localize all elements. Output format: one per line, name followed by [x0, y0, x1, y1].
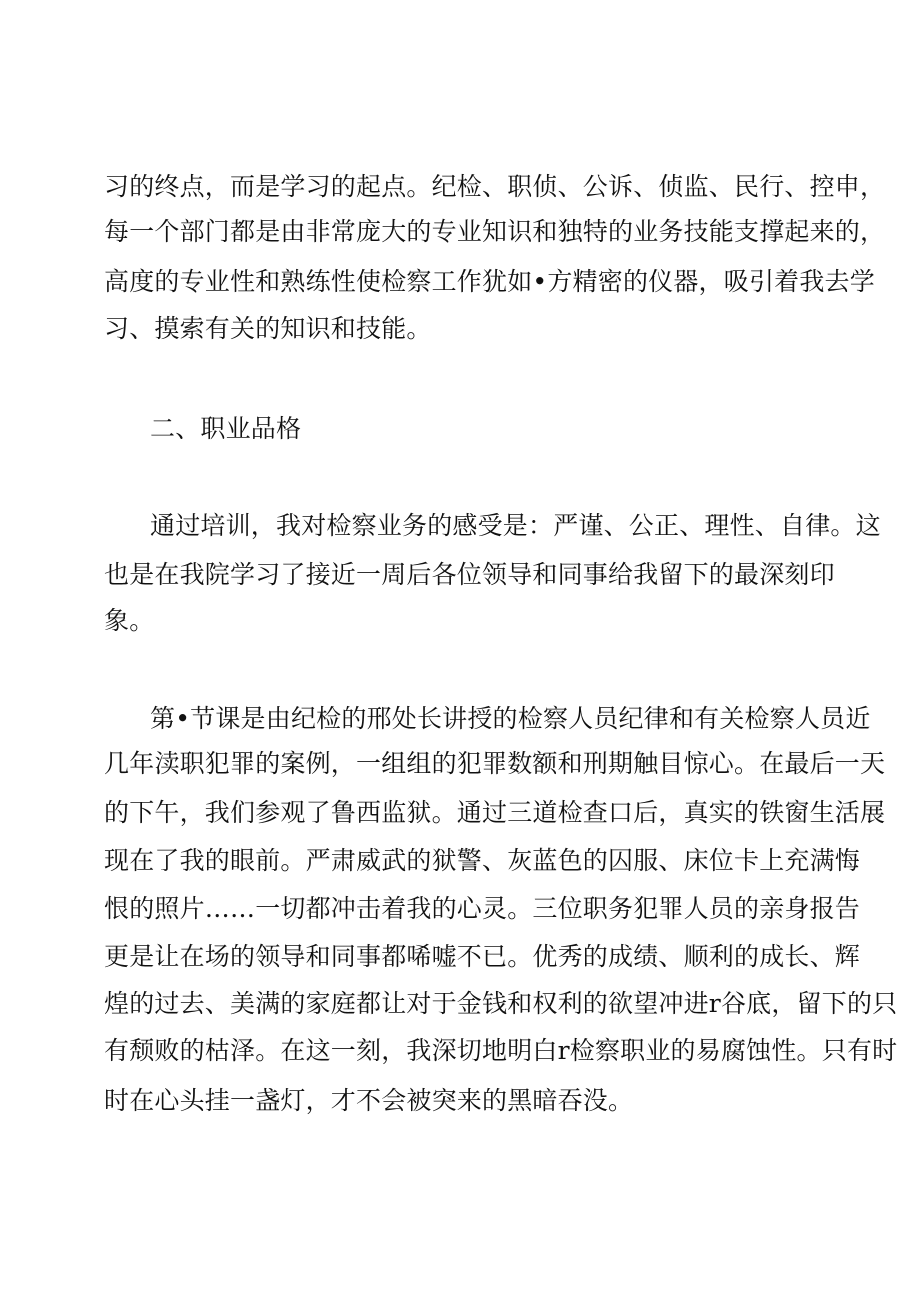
- paragraph-3-line-2: 几年渎职犯罪的案例，一组组的犯罪数额和刑期触目惊心。在最后一天: [104, 749, 886, 778]
- paragraph-1-line-3: 高度的专业性和熟练性使检察工作犹如•方精密的仪器，吸引着我去学: [104, 267, 875, 296]
- paragraph-3-line-6: 更是让在场的领导和同事都唏嘘不已。优秀的成绩、顺利的成长、辉: [104, 942, 861, 971]
- paragraph-2-line-1: 通过培训，我对检察业务的感受是：严谨、公正、理性、自律。这: [150, 511, 881, 540]
- paragraph-2-line-3: 象。: [104, 606, 155, 635]
- paragraph-1-line-4: 习、摸索有关的知识和技能。: [104, 314, 432, 343]
- paragraph-1-line-2: 每一个部门都是由非常庞大的专业知识和独特的业务技能支撑起来的，: [104, 217, 886, 246]
- paragraph-3-line-4: 现在了我的眼前。严肃威武的狱警、灰蓝色的囚服、床位卡上充满悔: [104, 846, 861, 875]
- paragraph-3-line-5: 恨的照片……一切都冲击着我的心灵。三位职务犯罪人员的亲身报告: [104, 894, 861, 923]
- paragraph-3-line-1: 第•节课是由纪检的邢处长讲授的检察人员纪律和有关检察人员近: [150, 704, 871, 733]
- paragraph-2-line-2: 也是在我院学习了接近一周后各位领导和同事给我留下的最深刻印: [104, 560, 835, 589]
- paragraph-3-line-3: 的下午，我们参观了鲁西监狱。通过三道检查口后，真实的铁窗生活展: [104, 798, 886, 827]
- section-heading: 二、职业品格: [150, 414, 302, 443]
- paragraph-3-line-9: 时在心头挂一盏灯，才不会被突来的黑暗吞没。: [104, 1086, 634, 1115]
- paragraph-3-line-8: 有颓败的枯泽。在这一刻，我深切地明白r检察职业的易腐蚀性。只有时: [104, 1036, 898, 1065]
- paragraph-3-line-7: 煌的过去、美满的家庭都让对于金钱和权利的欲望冲进r谷底，留下的只: [104, 989, 898, 1018]
- paragraph-1-line-1: 习的终点，而是学习的起点。纪检、职侦、公诉、侦监、民行、控申，: [104, 172, 886, 201]
